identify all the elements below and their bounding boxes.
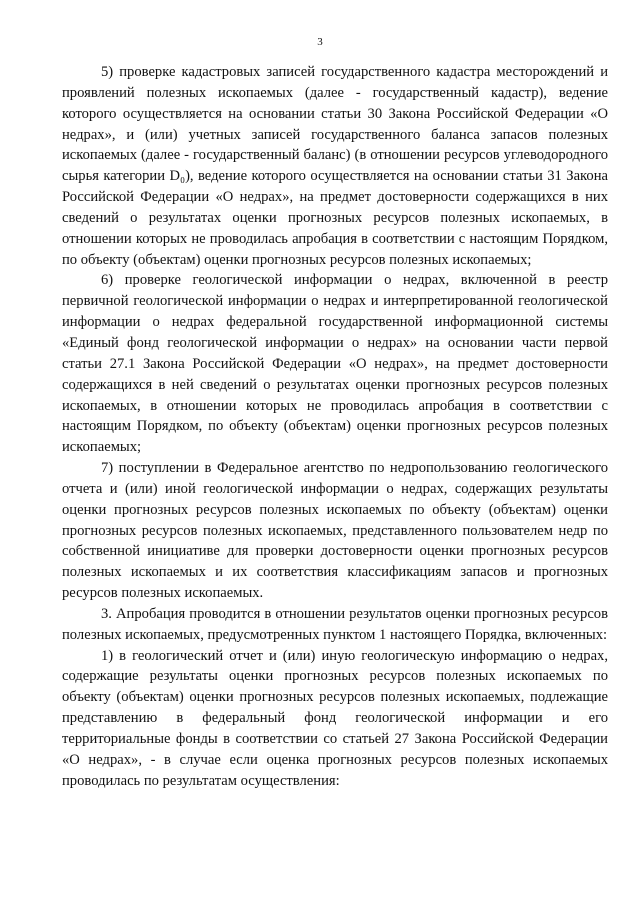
paragraph-clause-3: 3. Апробация проводится в отношении результатов оценки прогнозных ресурсов полезных ископаемых, предусмотренных пунктом 1 настоящего Порядка, включенных: [62,605,608,643]
paragraph-item-5: 5) проверке кадастровых записей государственного кадастра месторождений и проявлений полезных ископаемых (далее - государственный кадастр), ведение которого осуществляется на основании статьи 30 Закона Российской Федерации «О недрах», и (или) учетных записей государственного баланса запасов полезных ископаемых (далее - государственный баланс) (в отношении ресурсов углеводородного сырья категории D₀), ведение которого осуществляется на основании статьи 31 Закона Российской Федерации «О недрах», на предмет достоверности содержащихся в них сведений о результатах оценки прогнозных ресурсов полезных ископаемых, в отношении которых не проводилась апробация в соответствии с настоящим Порядком, по объекту (объектам) оценки прогнозных ресурсов полезных ископаемых; [62,64,608,268]
page-number: 3 [317,36,323,48]
paragraph-item-7: 7) поступлении в Федеральное агентство по недропользованию геологического отчета и (или) иной геологической информации о недрах, содержащих результаты оценки прогнозных ресурсов полезных ископаемых по объекту (объектам) оценки прогнозных ресурсов полезных ископаемых, представленного пользователем недр по собственной инициативе для проверки достоверности оценки прогнозных ресурсов полезных ископаемых и их соответствия классификациям запасов и прогнозных ресурсов полезных ископаемых. [62,460,608,602]
document-body [62,62,608,792]
paragraph-item-6: 6) проверке геологической информации о недрах, включенной в реестр первичной геологической информации о недрах и интерпретированной геологической информации о недрах федеральной государственной информационной системы «Единый фонд геологической информации о недрах» на основании части первой статьи 27.1 Закона Российской Федерации «О недрах», на предмет достоверности содержащихся в ней сведений о результатах оценки прогнозных ресурсов полезных ископаемых, в отношении которых не проводилась апробация в соответствии с настоящим Порядком, по объекту (объектам) оценки прогнозных ресурсов полезных ископаемых; [62,272,608,456]
paragraph-item-1: 1) в геологический отчет и (или) иную геологическую информацию о недрах, содержащие результаты оценки прогнозных ресурсов полезных ископаемых по объекту (объектам) оценки прогнозных ресурсов полезных ископаемых, подлежащие представлению в федеральный фонд геологической информации и его территориальные фонды в соответствии со статьей 27 Закона Российской Федерации «О недрах», - в случае если оценка прогнозных ресурсов полезных ископаемых проводилась по результатам осуществления: [62,647,608,789]
